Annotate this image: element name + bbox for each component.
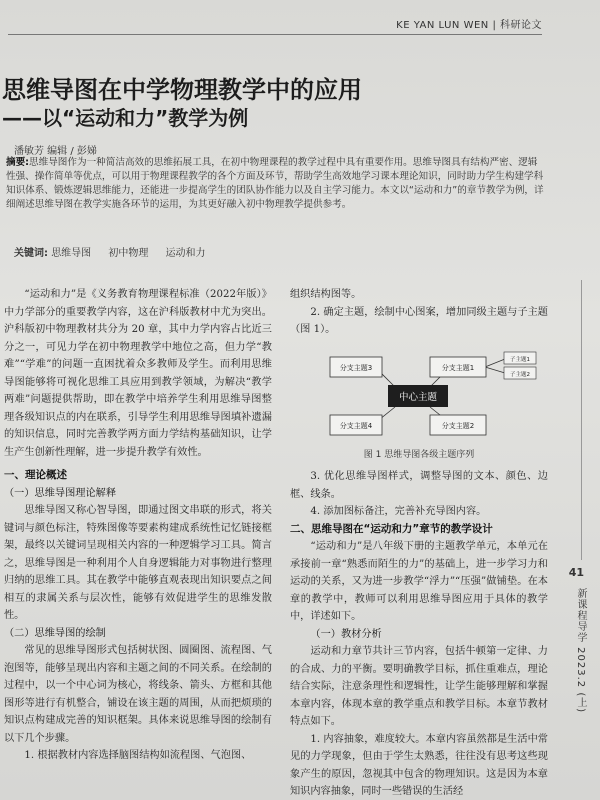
branch-topic-3: 分支主题3 — [339, 363, 373, 372]
sub-topic-2: 子主题2 — [510, 371, 530, 378]
intro-paragraph: “运动和力”是《义务教育物理课程标准（2022年版）》中力学部分的重要教学内容，这在沪科版教材中尤为突出。沪科版初中物理教材共分为 20 章，其中力学内容占比近三分之一，可见力学在初中物理教学中地位之高，但力学“教难”“学难”的问题一直困扰着众多教师及学生。而利用思维导图能够将可视化思维工具应用到教学领域，为解决“教学两难”问题提供帮助，即在教学中培养学生利用思维导图整理各级知识点的内在联系，引导学生利用思维导图填补遗漏的知识信息，同时完善教学两方面力学结构基础知识，让学生产生创新性理解，进一步提升教学有效性。 — [4, 289, 272, 458]
keywords-label: 关键词: — [14, 248, 48, 259]
paragraph: 1. 根据教材内容选择脑图结构如流程图、气泡图、 — [24, 750, 252, 761]
keyword: 运动和力 — [165, 248, 206, 259]
paragraph: 1. 内容抽象，难度较大。本章内容虽然都是生活中常见的力学现象，但由于学生太熟悉，往往没有思考这些现象产生的原因，忽视其中包含的物理知识。这是因为本章知识内容抽象，同时一些错误的生活经 — [290, 733, 548, 797]
subsection-heading-2: （二）思维导图的绘制 — [4, 627, 106, 639]
abstract — [6, 156, 546, 212]
journal-section-tag: KE YAN LUN WEN | 科研论文 — [396, 20, 542, 31]
subsection-heading-3: （一）教材分析 — [310, 628, 382, 640]
figure-caption: 图 1 思维导图各级主题序列 — [363, 449, 475, 460]
side-rule — [581, 280, 582, 560]
branch-topic-4: 分支主题4 — [339, 421, 373, 430]
section-heading-2: 二、思维导图在“运动和力”章节的教学设计 — [290, 522, 493, 535]
branch-topic-1: 分支主题1 — [441, 363, 475, 372]
paragraph: 组织结构图等。 — [290, 289, 362, 300]
keyword: 思维导图 — [51, 248, 92, 259]
article-title: 思维导图在中学物理教学中的应用 — [2, 76, 362, 104]
right-column — [290, 286, 548, 800]
subsection-heading-1: （一）思维导图理论解释 — [4, 487, 117, 499]
abstract-text: 思维导图作为一种简洁高效的思维拓展工具，在初中物理课程的教学过程中具有重要作用。思维导图具有结构严密、逻辑性强、操作简单等优点，可以用于物理课程教学的各个方面及环节，帮助学生高效地学习课本理论知识，同时助力学生构建学科知识体系、锻炼逻辑思维能力，还能进一步提高学生的团队协作能力以及自主学习能力。本文以“运动和力”的章节教学为例，详细阐述思维导图在教学实施各环节的运用，为其更好融入初中物理教学提供参考。 — [6, 157, 544, 210]
branch-topic-2: 分支主题2 — [441, 421, 475, 430]
header-rule — [8, 34, 542, 35]
paragraph: 2. 确定主题，绘制中心图案，增加同级主题与子主题（图 1）。 — [290, 306, 548, 335]
center-topic: 中心主题 — [398, 391, 438, 403]
keywords — [14, 244, 220, 259]
abstract-label: 摘要: — [6, 157, 30, 168]
paragraph: 思维导图又称心智导图，即通过图文串联的形式，将关键词与颜色标注，特殊图像等要素构建成系统性记忆链接框架，最终以关键词呈现相关内容的一种逻辑学习工具。简言之，思维导图是一种利用个人自身逻辑能力对事物进行整理归纳的思维工具。其在教学中能够直观表现出知识要点之间相互的隶属关系与层次性，能够有效促进学生的思维发散性。 — [4, 505, 272, 621]
journal-issue: 新课程导学 2023.2 (上) — [575, 588, 586, 714]
paragraph: “运动和力”是八年级下册的主题教学单元，本单元在承接前一章“熟悉而陌生的力”的基础上，进一步学习力和运动的关系，又为进一步教学“浮力”“压强”做铺垫。在本章的教学中，教师可以利用思维导图应用于具体的教学中，详述如下。 — [290, 541, 548, 622]
paragraph: 4. 添加图标备注，完善补充导图内容。 — [310, 506, 487, 517]
keyword: 初中物理 — [108, 248, 149, 259]
mind-map-figure — [290, 345, 548, 445]
mind-map-diagram — [290, 345, 548, 445]
paragraph: 运动和力章节共计三节内容，包括牛顿第一定律、力的合成、力的平衡。要明确教学目标，抓住重难点，理论结合实际，注意条理性和逻辑性，让学生能够理解和掌握本章内容，体现本章的教学重点和教学目标。本章节教材特点如下。 — [290, 646, 548, 727]
page-number: 41 — [568, 566, 584, 579]
left-column — [4, 286, 272, 765]
article-subtitle: ——以“运动和力”教学为例 — [2, 106, 249, 130]
sub-topic-1: 子主题1 — [510, 356, 530, 363]
paragraph: 3. 优化思维导图样式，调整导图的文本、颜色、边框、线条。 — [290, 471, 548, 500]
paragraph: 常见的思维导图形式包括树状图、圆圈图、流程图、气泡图等，能够呈现出内容和主题之间的不同关系。在绘制的过程中，以一个中心词为核心，将线条、箭头、方框和其他图形等进行有机整合，铺设在该主题的周围，从而把烦琐的知识点构建成完善的知识框架。具体来说思维导图的绘制有以下几个步骤。 — [4, 645, 272, 744]
author-line: 潘敏芳 编辑 / 彭娣 — [14, 146, 97, 157]
section-heading-1: 一、理论概述 — [4, 469, 67, 481]
